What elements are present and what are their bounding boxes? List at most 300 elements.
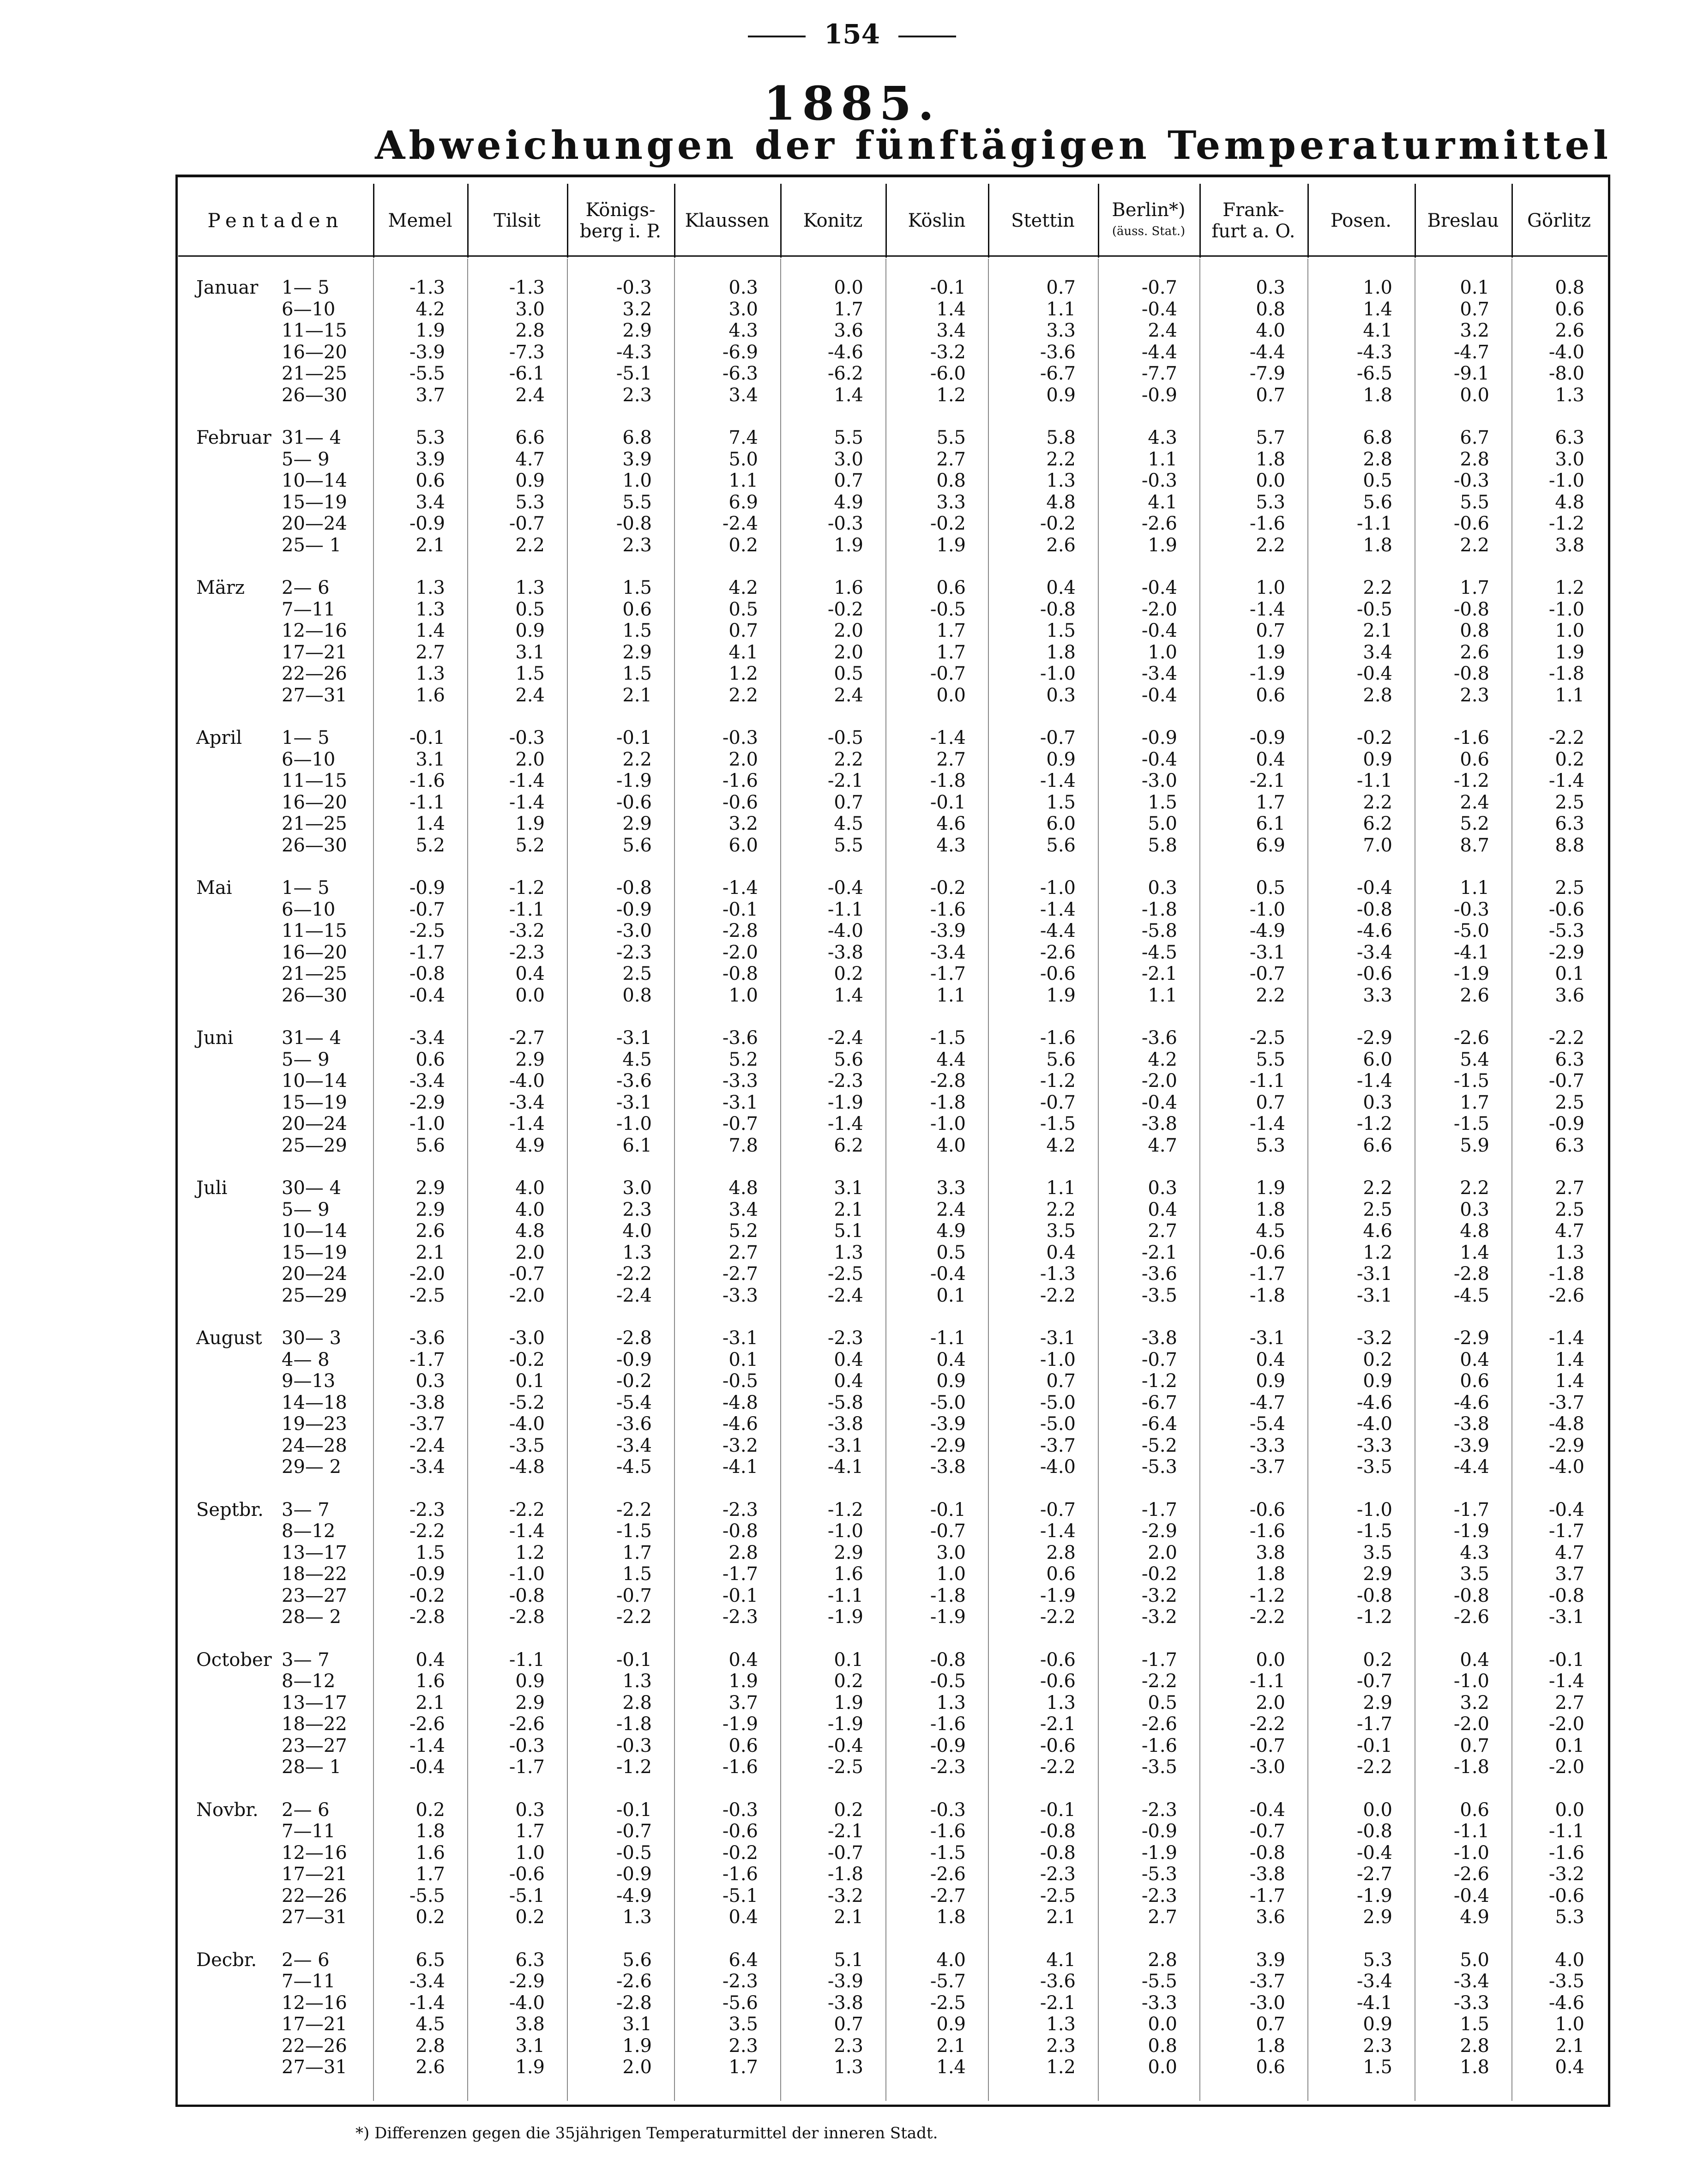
table-cell: 6.2 bbox=[1363, 813, 1392, 834]
table-cell: -3.3 bbox=[1356, 1435, 1392, 1456]
table-cell: 0.6 bbox=[1256, 684, 1285, 706]
table-cell: -1.9 bbox=[930, 1606, 966, 1628]
table-cell: 1.6 bbox=[415, 1842, 445, 1864]
header-station-label: Breslau bbox=[1427, 210, 1499, 231]
table-cell: -0.7 bbox=[509, 1263, 545, 1285]
table-cell: -2.8 bbox=[930, 1070, 966, 1092]
table-cell: -3.1 bbox=[722, 1092, 758, 1113]
table-cell: 1.3 bbox=[1046, 2014, 1076, 2035]
table-cell: 6.1 bbox=[1256, 813, 1285, 834]
table-cell: -3.0 bbox=[1141, 770, 1177, 791]
table-cell: -1.8 bbox=[827, 1864, 863, 1885]
pentade-range: 15—19 bbox=[282, 1242, 347, 1263]
table-cell: -3.4 bbox=[616, 1435, 652, 1456]
table-cell: 7.8 bbox=[729, 1134, 758, 1156]
table-cell: 5.9 bbox=[1460, 1134, 1489, 1156]
table-cell: -1.4 bbox=[1040, 899, 1076, 920]
table-cell: -0.4 bbox=[930, 1263, 966, 1285]
table-cell: -0.5 bbox=[930, 1671, 966, 1692]
table-cell: -3.4 bbox=[1453, 1971, 1489, 1992]
table-cell: -2.2 bbox=[509, 1499, 545, 1520]
table-cell: -3.1 bbox=[1249, 1327, 1285, 1349]
table-cell: 6.9 bbox=[729, 491, 758, 513]
table-cell: -8.0 bbox=[1548, 363, 1584, 384]
header-station-label: Frank- furt a. O. bbox=[1211, 199, 1295, 242]
pentade-range: 7—11 bbox=[282, 1971, 336, 1992]
table-cell: 1.1 bbox=[1148, 984, 1177, 1006]
table-cell: -1.0 bbox=[1249, 899, 1285, 920]
table-cell: 2.9 bbox=[1363, 1692, 1392, 1713]
table-cell: 2.9 bbox=[1363, 1563, 1392, 1585]
table-cell: -2.3 bbox=[1040, 1864, 1076, 1885]
table-cell: 0.5 bbox=[1256, 877, 1285, 899]
table-cell: -0.3 bbox=[722, 727, 758, 748]
table-cell: -0.4 bbox=[1141, 1092, 1177, 1113]
table-cell: -1.7 bbox=[930, 963, 966, 984]
table-cell: -1.0 bbox=[616, 1113, 652, 1134]
table-cell: 1.4 bbox=[834, 384, 863, 406]
table-cell: 3.2 bbox=[729, 813, 758, 834]
table-cell: 3.0 bbox=[515, 298, 545, 320]
table-cell: -0.1 bbox=[616, 1799, 652, 1821]
table-cell: 6.0 bbox=[729, 834, 758, 856]
table-cell: -0.1 bbox=[930, 277, 966, 298]
table-cell: 2.1 bbox=[936, 2035, 966, 2057]
pentade-range: 12—16 bbox=[282, 1842, 347, 1864]
table-cell: 3.7 bbox=[1555, 1563, 1584, 1585]
table-cell: -3.8 bbox=[827, 1992, 863, 2014]
column-rule bbox=[1307, 259, 1308, 2101]
table-cell: -4.0 bbox=[509, 1992, 545, 2014]
table-cell: 2.0 bbox=[1256, 1692, 1285, 1713]
table-cell: 2.3 bbox=[729, 2035, 758, 2057]
table-cell: -5.1 bbox=[616, 363, 652, 384]
table-cell: -1.7 bbox=[509, 1756, 545, 1778]
table-cell: 4.8 bbox=[515, 1220, 545, 1242]
table-cell: -4.7 bbox=[1453, 341, 1489, 363]
table-cell: 1.8 bbox=[1256, 1199, 1285, 1220]
table-cell: -2.5 bbox=[409, 920, 445, 941]
table-cell: 2.8 bbox=[1363, 448, 1392, 470]
table-cell: 3.6 bbox=[1256, 1906, 1285, 1928]
table-cell: 1.2 bbox=[1363, 1242, 1392, 1263]
table-cell: -1.4 bbox=[827, 1113, 863, 1134]
page-number-line bbox=[0, 18, 1704, 50]
header-station bbox=[467, 185, 567, 256]
table-cell: -1.7 bbox=[1141, 1499, 1177, 1520]
table-cell: -0.4 bbox=[1141, 298, 1177, 320]
pentade-range: 12—16 bbox=[282, 620, 347, 641]
table-cell: 1.9 bbox=[515, 2057, 545, 2078]
pentade-range: 22—26 bbox=[282, 2035, 347, 2057]
table-cell: -9.1 bbox=[1453, 363, 1489, 384]
table-cell: 0.2 bbox=[415, 1906, 445, 1928]
pentade-range: 29— 2 bbox=[282, 1456, 342, 1478]
header-station bbox=[674, 185, 780, 256]
table-cell: -1.0 bbox=[1356, 1499, 1392, 1520]
table-cell: -0.8 bbox=[930, 1649, 966, 1671]
table-cell: -2.5 bbox=[827, 1263, 863, 1285]
table-cell: 2.8 bbox=[1460, 448, 1489, 470]
table-cell: -0.4 bbox=[1356, 877, 1392, 899]
table-cell: -0.7 bbox=[1548, 1070, 1584, 1092]
table-cell: -1.4 bbox=[1548, 770, 1584, 791]
table-cell: -3.3 bbox=[722, 1070, 758, 1092]
table-cell: 1.8 bbox=[1046, 641, 1076, 663]
table-cell: -4.0 bbox=[1040, 1456, 1076, 1478]
table-cell: -1.1 bbox=[1249, 1070, 1285, 1092]
column-rule bbox=[567, 259, 568, 2101]
table-cell: 0.2 bbox=[1555, 748, 1584, 770]
table-cell: -2.9 bbox=[930, 1435, 966, 1456]
table-cell: -3.0 bbox=[616, 920, 652, 941]
table-cell: -1.5 bbox=[930, 1842, 966, 1864]
table-cell: -0.3 bbox=[1453, 470, 1489, 491]
table-cell: -1.0 bbox=[1040, 1349, 1076, 1370]
table-cell: 0.8 bbox=[1148, 2035, 1177, 2057]
footnote: *) Differenzen gegen die 35jährigen Temperaturmittel der inneren Stadt. bbox=[355, 2124, 938, 2142]
header-station bbox=[1098, 185, 1199, 256]
table-cell: -1.3 bbox=[509, 277, 545, 298]
table-cell: -6.5 bbox=[1356, 363, 1392, 384]
table-cell: -2.9 bbox=[1356, 1027, 1392, 1049]
table-cell: 1.3 bbox=[622, 1906, 652, 1928]
table-cell: -3.0 bbox=[509, 1327, 545, 1349]
table-cell: 5.1 bbox=[834, 1220, 863, 1242]
table-cell: 0.6 bbox=[1460, 1799, 1489, 1821]
table-cell: -0.8 bbox=[1356, 1585, 1392, 1606]
table-cell: 2.8 bbox=[1460, 2035, 1489, 2057]
table-cell: 1.7 bbox=[1460, 577, 1489, 598]
table-cell: -0.5 bbox=[930, 598, 966, 620]
table-cell: -0.1 bbox=[616, 1649, 652, 1671]
table-cell: -0.2 bbox=[1040, 513, 1076, 534]
table-cell: 0.5 bbox=[936, 1242, 966, 1263]
table-cell: 1.7 bbox=[1256, 791, 1285, 813]
table-cell: 5.3 bbox=[1555, 1906, 1584, 1928]
table-cell: 3.5 bbox=[1046, 1220, 1076, 1242]
table-cell: 5.8 bbox=[1148, 834, 1177, 856]
table-cell: 1.1 bbox=[729, 470, 758, 491]
table-cell: 2.0 bbox=[622, 2057, 652, 2078]
table-cell: -3.4 bbox=[509, 1092, 545, 1113]
table-cell: -4.6 bbox=[1548, 1992, 1584, 2014]
table-cell: -2.0 bbox=[1141, 598, 1177, 620]
table-cell: 6.3 bbox=[1555, 427, 1584, 448]
table-cell: 4.2 bbox=[729, 577, 758, 598]
table-cell: 6.2 bbox=[834, 1134, 863, 1156]
table-cell: 3.6 bbox=[834, 320, 863, 341]
table-cell: -0.3 bbox=[1141, 470, 1177, 491]
table-cell: -3.9 bbox=[930, 1413, 966, 1435]
table-cell: -2.7 bbox=[930, 1885, 966, 1906]
table-cell: 3.1 bbox=[515, 2035, 545, 2057]
table-cell: -1.9 bbox=[722, 1713, 758, 1735]
pentade-range: 2— 6 bbox=[282, 1949, 330, 1971]
table-cell: -2.2 bbox=[616, 1263, 652, 1285]
table-cell: 5.0 bbox=[729, 448, 758, 470]
table-cell: -5.3 bbox=[1141, 1864, 1177, 1885]
table-cell: 4.5 bbox=[834, 813, 863, 834]
table-cell: -0.7 bbox=[1249, 1735, 1285, 1756]
table-cell: -1.0 bbox=[930, 1113, 966, 1134]
table-cell: 4.6 bbox=[1363, 1220, 1392, 1242]
table-cell: -1.2 bbox=[1548, 513, 1584, 534]
table-cell: -0.7 bbox=[930, 1520, 966, 1542]
table-cell: -3.7 bbox=[1249, 1456, 1285, 1478]
table-cell: 2.2 bbox=[1363, 577, 1392, 598]
table-cell: 2.7 bbox=[1148, 1906, 1177, 1928]
table-cell: -0.4 bbox=[1141, 748, 1177, 770]
table-cell: -3.3 bbox=[722, 1285, 758, 1306]
table-cell: 2.0 bbox=[515, 1242, 545, 1263]
header-pentaden: Pentaden bbox=[207, 209, 344, 232]
table-cell: 0.0 bbox=[1555, 1799, 1584, 1821]
table-cell: 4.1 bbox=[1046, 1949, 1076, 1971]
table-cell: -1.0 bbox=[1040, 877, 1076, 899]
table-cell: 1.9 bbox=[1148, 534, 1177, 556]
month-label: Februar bbox=[196, 427, 271, 448]
pentade-range: 6—10 bbox=[282, 899, 336, 920]
table-cell: 4.2 bbox=[1148, 1049, 1177, 1070]
table-cell: -3.2 bbox=[509, 920, 545, 941]
table-cell: -2.6 bbox=[1453, 1864, 1489, 1885]
table-cell: 3.5 bbox=[1363, 1542, 1392, 1563]
table-cell: -1.4 bbox=[409, 1992, 445, 2014]
pentade-range: 3— 7 bbox=[282, 1649, 330, 1671]
table-cell: 0.4 bbox=[936, 1349, 966, 1370]
table-cell: -4.6 bbox=[722, 1413, 758, 1435]
table-cell: 1.6 bbox=[834, 1563, 863, 1585]
table-subtitle: Abweichungen der fünftägigen Temperaturmittel bbox=[375, 122, 1612, 168]
table-cell: 0.3 bbox=[1148, 1177, 1177, 1199]
table-cell: -1.0 bbox=[409, 1113, 445, 1134]
year-title: 1885. bbox=[763, 76, 941, 131]
table-cell: -1.7 bbox=[1249, 1885, 1285, 1906]
table-cell: 1.9 bbox=[936, 534, 966, 556]
table-cell: -0.7 bbox=[1040, 1499, 1076, 1520]
table-cell: 6.4 bbox=[729, 1949, 758, 1971]
table-cell: 0.0 bbox=[1148, 2057, 1177, 2078]
table-cell: 7.0 bbox=[1363, 834, 1392, 856]
table-cell: -4.5 bbox=[1141, 941, 1177, 963]
table-cell: -0.6 bbox=[509, 1864, 545, 1885]
table-cell: -4.6 bbox=[1356, 1392, 1392, 1413]
table-cell: 0.8 bbox=[622, 984, 652, 1006]
table-cell: -1.1 bbox=[930, 1327, 966, 1349]
table-cell: -2.9 bbox=[1548, 1435, 1584, 1456]
table-cell: -2.2 bbox=[616, 1606, 652, 1628]
table-cell: 2.9 bbox=[622, 320, 652, 341]
pentade-range: 10—14 bbox=[282, 470, 347, 491]
table-cell: -2.1 bbox=[1141, 1242, 1177, 1263]
table-cell: 1.9 bbox=[415, 320, 445, 341]
table-cell: 0.7 bbox=[729, 620, 758, 641]
table-cell: -0.1 bbox=[1040, 1799, 1076, 1821]
table-cell: -3.9 bbox=[409, 341, 445, 363]
column-rule bbox=[1511, 259, 1512, 2101]
pentade-range: 23—27 bbox=[282, 1735, 347, 1756]
table-cell: -1.1 bbox=[509, 899, 545, 920]
table-cell: -1.1 bbox=[509, 1649, 545, 1671]
pentade-range: 9—13 bbox=[282, 1370, 336, 1392]
table-cell: 0.4 bbox=[1046, 577, 1076, 598]
table-cell: -2.3 bbox=[930, 1756, 966, 1778]
table-cell: -1.4 bbox=[509, 791, 545, 813]
table-cell: -5.5 bbox=[409, 1885, 445, 1906]
table-cell: -3.5 bbox=[1141, 1756, 1177, 1778]
table-cell: 0.1 bbox=[1555, 1735, 1584, 1756]
pentade-range: 26—30 bbox=[282, 984, 347, 1006]
table-cell: 1.9 bbox=[834, 1692, 863, 1713]
header-station-label: Memel bbox=[388, 210, 452, 231]
table-cell: -1.9 bbox=[1141, 1842, 1177, 1864]
table-cell: -0.9 bbox=[1548, 1113, 1584, 1134]
table-cell: 1.1 bbox=[1555, 684, 1584, 706]
table-cell: -1.0 bbox=[509, 1563, 545, 1585]
header-station-label: Köslin bbox=[908, 210, 966, 231]
table-cell: -1.4 bbox=[1548, 1671, 1584, 1692]
table-cell: -0.6 bbox=[1249, 1242, 1285, 1263]
table-cell: 1.7 bbox=[1460, 1092, 1489, 1113]
table-cell: 1.6 bbox=[415, 684, 445, 706]
table-cell: 1.1 bbox=[1046, 1177, 1076, 1199]
table-cell: 0.3 bbox=[1460, 1199, 1489, 1220]
table-cell: 1.0 bbox=[622, 470, 652, 491]
pentade-range: 26—30 bbox=[282, 384, 347, 406]
table-cell: 5.5 bbox=[622, 491, 652, 513]
header-station-label: Klaussen bbox=[685, 210, 770, 231]
table-cell: 2.2 bbox=[1460, 534, 1489, 556]
table-cell: 1.2 bbox=[729, 663, 758, 684]
table-cell: -1.7 bbox=[722, 1563, 758, 1585]
table-cell: 3.7 bbox=[415, 384, 445, 406]
table-cell: -2.3 bbox=[722, 1499, 758, 1520]
table-cell: 1.9 bbox=[1256, 1177, 1285, 1199]
table-cell: -3.7 bbox=[1040, 1435, 1076, 1456]
table-cell: 2.3 bbox=[1363, 2035, 1392, 2057]
table-cell: 3.9 bbox=[1256, 1949, 1285, 1971]
table-cell: 1.7 bbox=[936, 620, 966, 641]
table-cell: 0.4 bbox=[1555, 2057, 1584, 2078]
table-cell: -2.2 bbox=[1356, 1756, 1392, 1778]
table-cell: -3.4 bbox=[409, 1070, 445, 1092]
table-cell: -4.0 bbox=[1356, 1413, 1392, 1435]
table-cell: -0.8 bbox=[1453, 598, 1489, 620]
table-cell: -0.1 bbox=[1356, 1735, 1392, 1756]
table-cell: 1.4 bbox=[1555, 1370, 1584, 1392]
table-cell: 4.7 bbox=[1148, 1134, 1177, 1156]
table-cell: -2.1 bbox=[827, 1821, 863, 1842]
table-cell: -4.1 bbox=[1453, 941, 1489, 963]
table-cell: 1.3 bbox=[936, 1692, 966, 1713]
table-cell: -0.4 bbox=[409, 984, 445, 1006]
table-cell: 1.3 bbox=[1555, 1242, 1584, 1263]
table-cell: 0.3 bbox=[515, 1799, 545, 1821]
header-station-label: Stettin bbox=[1011, 210, 1075, 231]
table-cell: -0.8 bbox=[1453, 663, 1489, 684]
table-cell: 4.5 bbox=[415, 2014, 445, 2035]
table-cell: -2.6 bbox=[1453, 1027, 1489, 1049]
table-cell: 5.6 bbox=[415, 1134, 445, 1156]
table-cell: 2.8 bbox=[1363, 684, 1392, 706]
table-cell: -3.1 bbox=[1356, 1285, 1392, 1306]
table-cell: 0.9 bbox=[1363, 1370, 1392, 1392]
table-cell: -0.7 bbox=[722, 1113, 758, 1134]
column-rule bbox=[674, 259, 675, 2101]
table-cell: -0.8 bbox=[509, 1585, 545, 1606]
table-cell: -2.9 bbox=[409, 1092, 445, 1113]
table-cell: 5.3 bbox=[1363, 1949, 1392, 1971]
table-cell: 6.9 bbox=[1256, 834, 1285, 856]
pentade-range: 1— 5 bbox=[282, 727, 330, 748]
table-cell: -1.2 bbox=[1453, 770, 1489, 791]
table-cell: -2.0 bbox=[1548, 1756, 1584, 1778]
table-cell: 5.2 bbox=[729, 1049, 758, 1070]
table-cell: -0.3 bbox=[1453, 899, 1489, 920]
table-cell: 0.7 bbox=[1460, 1735, 1489, 1756]
table-cell: 2.1 bbox=[1363, 620, 1392, 641]
table-cell: 3.0 bbox=[729, 298, 758, 320]
table-cell: 3.4 bbox=[415, 491, 445, 513]
table-cell: -6.2 bbox=[827, 363, 863, 384]
table-cell: -0.4 bbox=[827, 877, 863, 899]
table-cell: -0.3 bbox=[509, 1735, 545, 1756]
table-cell: 0.5 bbox=[834, 663, 863, 684]
table-cell: 0.4 bbox=[1148, 1199, 1177, 1220]
table-cell: -1.7 bbox=[1453, 1499, 1489, 1520]
header-station bbox=[780, 185, 885, 256]
table-cell: -5.1 bbox=[509, 1885, 545, 1906]
table-cell: -5.8 bbox=[827, 1392, 863, 1413]
table-cell: 4.0 bbox=[936, 1949, 966, 1971]
table-cell: -4.5 bbox=[616, 1456, 652, 1478]
table-cell: -2.0 bbox=[409, 1263, 445, 1285]
table-cell: 2.7 bbox=[936, 748, 966, 770]
table-cell: 0.0 bbox=[515, 984, 545, 1006]
table-cell: -5.7 bbox=[930, 1971, 966, 1992]
table-cell: 2.2 bbox=[834, 748, 863, 770]
pentade-range: 20—24 bbox=[282, 513, 347, 534]
header-station bbox=[567, 185, 674, 256]
table-cell: -2.6 bbox=[1141, 1713, 1177, 1735]
pentade-range: 10—14 bbox=[282, 1070, 347, 1092]
table-cell: 1.3 bbox=[834, 2057, 863, 2078]
table-cell: -3.8 bbox=[827, 941, 863, 963]
table-cell: 1.7 bbox=[936, 641, 966, 663]
table-cell: 1.4 bbox=[936, 298, 966, 320]
table-cell: 1.3 bbox=[1555, 384, 1584, 406]
table-cell: -3.5 bbox=[1356, 1456, 1392, 1478]
table-cell: 1.4 bbox=[936, 2057, 966, 2078]
table-cell: 1.8 bbox=[415, 1821, 445, 1842]
table-cell: -1.9 bbox=[1249, 663, 1285, 684]
pentade-range: 17—21 bbox=[282, 2014, 347, 2035]
table-cell: -0.6 bbox=[1040, 1649, 1076, 1671]
table-cell: 1.3 bbox=[515, 577, 545, 598]
table-cell: 4.8 bbox=[1555, 491, 1584, 513]
table-cell: 1.4 bbox=[1363, 298, 1392, 320]
table-cell: -0.8 bbox=[1356, 899, 1392, 920]
table-cell: 5.3 bbox=[415, 427, 445, 448]
table-cell: 4.8 bbox=[729, 1177, 758, 1199]
table-cell: 2.4 bbox=[834, 684, 863, 706]
table-cell: -4.0 bbox=[509, 1070, 545, 1092]
table-cell: -2.1 bbox=[1141, 963, 1177, 984]
table-cell: -1.5 bbox=[616, 1520, 652, 1542]
table-cell: 2.6 bbox=[1460, 984, 1489, 1006]
table-cell: -3.1 bbox=[616, 1027, 652, 1049]
